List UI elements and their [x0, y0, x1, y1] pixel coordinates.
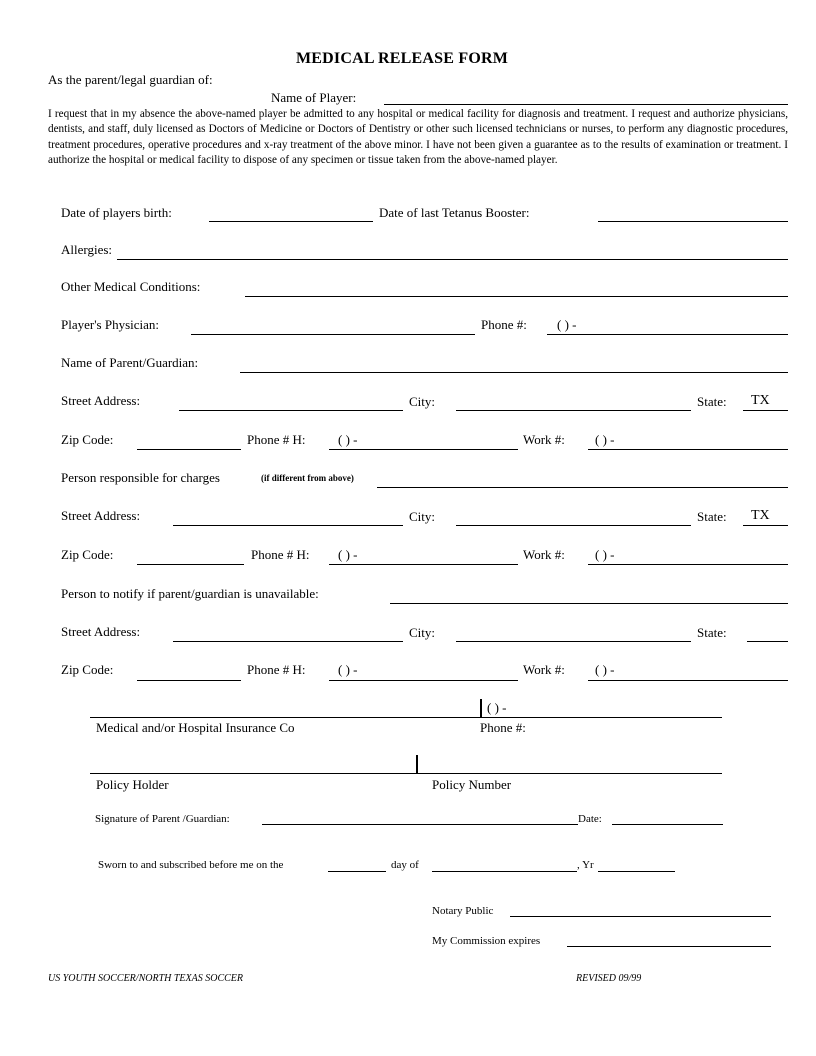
work-template-2: ( ) -	[595, 547, 615, 562]
street-label: Street Address:	[61, 393, 141, 408]
city-label-2: City:	[409, 509, 436, 524]
work-template-3: ( ) -	[595, 662, 615, 677]
phone-h-label: Phone # H:	[247, 432, 306, 447]
street-field[interactable]	[179, 410, 403, 411]
state-label-3: State:	[697, 625, 727, 640]
work-field[interactable]	[588, 449, 788, 450]
street-label-2: Street Address:	[61, 508, 141, 523]
sworn-year-field[interactable]	[598, 871, 675, 872]
phone-h-label-2: Phone # H:	[251, 547, 310, 562]
street-field-2[interactable]	[173, 525, 403, 526]
work-label-3: Work #:	[523, 662, 565, 677]
physician-field[interactable]	[191, 334, 475, 335]
notify-label: Person to notify if parent/guardian is unavailable:	[61, 586, 319, 601]
responsible-field[interactable]	[377, 487, 788, 488]
date-label: Date:	[578, 813, 602, 825]
name-of-player-field[interactable]	[384, 104, 788, 105]
state-field-2[interactable]	[743, 525, 788, 526]
date-field[interactable]	[612, 824, 723, 825]
policy-field[interactable]	[90, 773, 722, 774]
phone-h-template-3: ( ) -	[338, 662, 358, 677]
state-label: State:	[697, 394, 727, 409]
sworn-label: Sworn to and subscribed before me on the	[98, 859, 284, 871]
notify-field[interactable]	[390, 603, 788, 604]
work-template: ( ) -	[595, 432, 615, 447]
zip-label-3: Zip Code:	[61, 662, 114, 677]
work-field-3[interactable]	[588, 680, 788, 681]
insurance-phone-label: Phone #:	[480, 720, 526, 735]
insurance-field[interactable]	[90, 717, 722, 718]
physician-phone-template: ( ) -	[557, 317, 577, 332]
name-of-player-label: Name of Player:	[271, 90, 357, 105]
intro-text: As the parent/legal guardian of:	[48, 72, 213, 87]
insurance-phone-template: ( ) -	[487, 700, 507, 715]
insurance-label: Medical and/or Hospital Insurance Co	[96, 720, 295, 735]
responsible-label: Person responsible for charges	[61, 470, 220, 485]
zip-label: Zip Code:	[61, 432, 114, 447]
city-label-3: City:	[409, 625, 436, 640]
notary-field[interactable]	[510, 916, 771, 917]
notary-label: Notary Public	[432, 905, 494, 917]
state-field[interactable]	[743, 410, 788, 411]
zip-field[interactable]	[137, 449, 241, 450]
state-value-2: TX	[751, 508, 770, 523]
commission-field[interactable]	[567, 946, 771, 947]
dob-field[interactable]	[209, 221, 373, 222]
phone-h-field-2[interactable]	[329, 564, 518, 565]
street-label-3: Street Address:	[61, 624, 141, 639]
release-paragraph: I request that in my absence the above-named player be admitted to any hospital or medical facility for diagnosis and treatment. I request and authorize physicians, dentists, and staff, duly licensed as Doctors of Medicine or Doctors of Dentistry or other such licensed technicians or nurses, to perform any diagnostic procedures, treatment procedures, operative procedures and x-ray treatment of the above minor. I have not been given a guarantee as to the results of examination or treatment. I authorize the hospital or medical facility to dispose of any specimen or tissue taken from the above-named player.	[48, 108, 788, 166]
phone-h-label-3: Phone # H:	[247, 662, 306, 677]
footer-right: REVISED 09/99	[576, 973, 642, 984]
parent-name-label: Name of Parent/Guardian:	[61, 355, 199, 370]
zip-field-3[interactable]	[137, 680, 241, 681]
phone-h-field-3[interactable]	[329, 680, 518, 681]
sworn-month-field[interactable]	[432, 871, 577, 872]
policy-divider	[416, 755, 418, 773]
other-conditions-field[interactable]	[245, 296, 788, 297]
city-field-2[interactable]	[456, 525, 691, 526]
signature-label: Signature of Parent /Guardian:	[95, 813, 230, 825]
street-field-3[interactable]	[173, 641, 403, 642]
phone-h-template: ( ) -	[338, 432, 358, 447]
other-conditions-label: Other Medical Conditions:	[61, 279, 201, 294]
state-field-3[interactable]	[747, 641, 788, 642]
insurance-divider	[480, 699, 482, 717]
zip-label-2: Zip Code:	[61, 547, 114, 562]
city-field-3[interactable]	[456, 641, 691, 642]
day-of-label: day of	[391, 859, 419, 871]
dob-label: Date of players birth:	[61, 205, 172, 220]
physician-phone-field[interactable]	[547, 334, 788, 335]
physician-label: Player's Physician:	[61, 317, 160, 332]
yr-label: , Yr	[577, 859, 594, 871]
footer-left: US YOUTH SOCCER/NORTH TEXAS SOCCER	[48, 973, 244, 984]
policy-holder-label: Policy Holder	[96, 777, 169, 792]
phone-h-template-2: ( ) -	[338, 547, 358, 562]
allergies-field[interactable]	[117, 259, 788, 260]
state-value: TX	[751, 393, 770, 408]
if-different-note: (if different from above)	[261, 473, 354, 483]
work-label-2: Work #:	[523, 547, 565, 562]
phone-h-field[interactable]	[329, 449, 518, 450]
parent-name-field[interactable]	[240, 372, 788, 373]
tetanus-field[interactable]	[598, 221, 788, 222]
work-label: Work #:	[523, 432, 565, 447]
form-title: MEDICAL RELEASE FORM	[296, 50, 509, 67]
physician-phone-label: Phone #:	[481, 317, 527, 332]
signature-field[interactable]	[262, 824, 578, 825]
allergies-label: Allergies:	[61, 242, 113, 257]
zip-field-2[interactable]	[137, 564, 244, 565]
state-label-2: State:	[697, 509, 727, 524]
policy-number-label: Policy Number	[432, 777, 512, 792]
commission-label: My Commission expires	[432, 935, 541, 947]
work-field-2[interactable]	[588, 564, 788, 565]
tetanus-label: Date of last Tetanus Booster:	[379, 205, 530, 220]
city-field[interactable]	[456, 410, 691, 411]
city-label: City:	[409, 394, 436, 409]
sworn-day-field[interactable]	[328, 871, 386, 872]
